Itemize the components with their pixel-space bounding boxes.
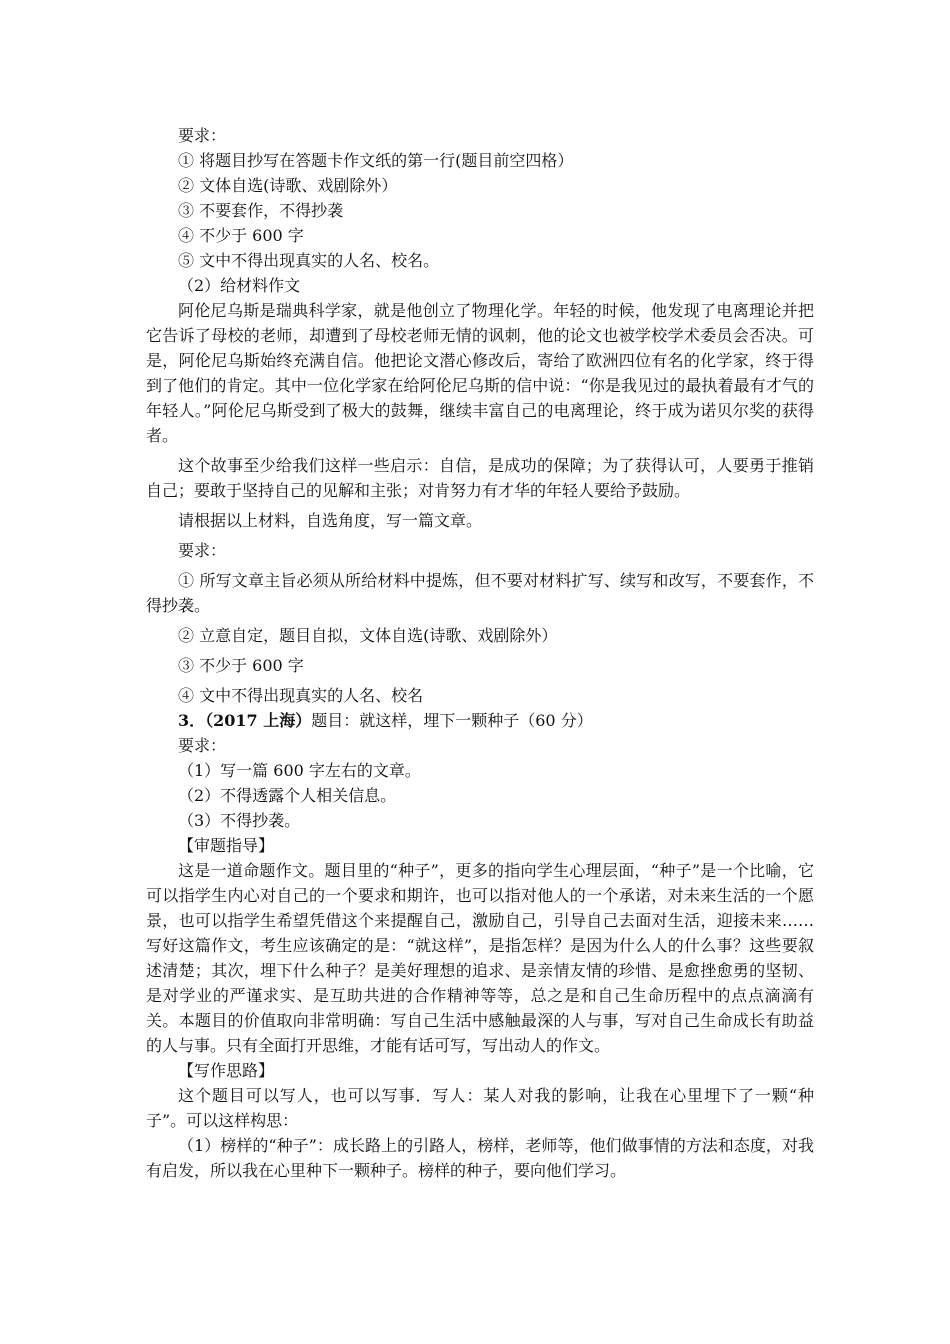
requirements-heading: 要求： [178, 736, 227, 755]
requirement-item: ① 所写文章主旨必须从所给材料中提炼，但不要对材料扩写、续写和改写，不要套作，不得抄袭。 [146, 571, 814, 615]
requirement-item: ① 将题目抄写在答题卡作文纸的第一行(题目前空四格） [178, 151, 574, 170]
question-number: 3． [178, 711, 206, 730]
thinking-point: （1）榜样的“种子”：成长路上的引路人，榜样，老师等，他们做事情的方法和态度，对我有启发，所以我在心里种下一颗种子。榜样的种子，要向他们学习。 [146, 1136, 814, 1180]
requirement-item: ② 立意自定，题目自拟，文体自选(诗歌、戏剧除外） [178, 626, 558, 645]
question-text: 题目：就这样，埋下一颗种子（60 分） [311, 711, 593, 730]
document-body [146, 123, 814, 1183]
requirement-item: ⑤ 文中不得出现真实的人名、校名。 [178, 251, 440, 270]
thinking-heading: 【写作思路】 [178, 1061, 275, 1080]
requirement-item: ③ 不少于 600 字 [178, 656, 304, 675]
requirement-item: ④ 不少于 600 字 [178, 226, 304, 245]
requirements-heading: 要求： [178, 126, 227, 145]
requirement-item: （2）不得透露个人相关信息。 [178, 786, 397, 805]
section-title: （2）给材料作文 [178, 276, 301, 295]
requirement-item: ④ 文中不得出现真实的人名、校名 [178, 686, 424, 705]
question-source: （2017 上海） [205, 711, 312, 730]
requirement-item: （1）写一篇 600 字左右的文章。 [178, 761, 421, 780]
requirements-heading: 要求： [178, 541, 227, 560]
inspiration-paragraph: 这个故事至少给我们这样一些启示：自信，是成功的保障；为了获得认可，人要勇于推销自己；要敢于坚持自己的见解和主张；对肯努力有才华的年轻人要给予鼓励。 [146, 456, 814, 500]
thinking-paragraph: 这个题目可以写人，也可以写事．写人：某人对我的影响，让我在心里埋下了一颗“种子”。可以这样构思： [146, 1086, 814, 1130]
requirement-item: ② 文体自选(诗歌、戏剧除外） [178, 176, 398, 195]
instruction-paragraph: 请根据以上材料，自选角度，写一篇文章。 [178, 511, 483, 530]
guide-heading: 【审题指导】 [178, 836, 275, 855]
requirement-item: ③ 不要套作，不得抄袭 [178, 201, 344, 220]
guide-paragraph: 这是一道命题作文。题目里的“种子”，更多的指向学生心理层面，“种子”是一个比喻，它可以指学生内心对自己的一个要求和期许，也可以指对他人的一个承诺，对未来生活的一个愿景，也可以指学生希望凭借这个来提醒自己，激励自己，引导自己去面对生活，迎接未来……写好这篇作文，考生应该确定的是：“就这样”，是指怎样？是因为什么人的什么事？这些要叙述清楚；其次，埋下什么种子？是美好理想的追求、是亲情友情的珍惜、是愈挫愈勇的坚韧、是对学业的严谨求实、是互助共进的合作精神等等，总之是和自己生命历程中的点点滴滴有关。本题目的价值取向非常明确：写自己生活中感触最深的人与事，写对自己生命成长有助益的人与事。只有全面打开思维，才能有话可写，写出动人的作文。 [146, 861, 814, 1055]
requirement-item: （3）不得抄袭。 [178, 811, 301, 830]
question-3-title [146, 708, 814, 733]
material-paragraph: 阿伦尼乌斯是瑞典科学家，就是他创立了物理化学。年轻的时候，他发现了电离理论并把它告诉了母校的老师，却遭到了母校老师无情的讽刺，他的论文也被学校学术委员会否决。可是，阿伦尼乌斯始终充满自信。他把论文潜心修改后，寄给了欧洲四位有名的化学家，终于得到了他们的肯定。其中一位化学家在给阿伦尼乌斯的信中说：“你是我见过的最执着最有才气的年轻人。”阿伦尼乌斯受到了极大的鼓舞，继续丰富自己的电离理论，终于成为诺贝尔奖的获得者。 [146, 301, 814, 445]
